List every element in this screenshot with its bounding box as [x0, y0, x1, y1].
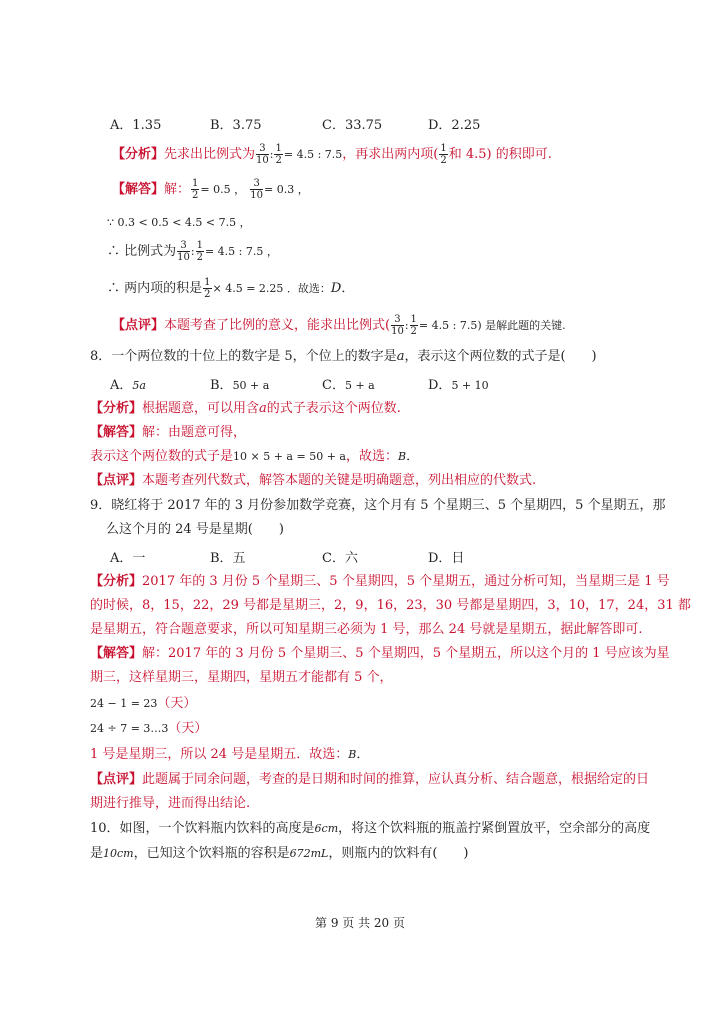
fraction: [274, 143, 282, 166]
analysis-text: ，再求出两内项(: [342, 147, 439, 162]
fraction: [256, 143, 269, 166]
solution-tag: 【解答】: [90, 425, 143, 440]
q7-therefore-line-2: [107, 277, 354, 300]
option-letter: C．: [322, 378, 345, 393]
text: ，则瓶内的饮料有( ): [328, 846, 469, 861]
q9-option-d: D．日: [428, 551, 465, 566]
equation: 24 − 1 = 23: [90, 697, 158, 710]
analysis-tag: 【分析】: [90, 574, 143, 589]
measure: 10cm: [103, 847, 134, 860]
measure: 672mL: [289, 847, 329, 860]
variable: a: [396, 349, 405, 364]
solution-text: 解：2017 年的 3 月份 5 个星期三、5 个星期四，5 个星期五，所以这个月的 1 号应该为星: [142, 646, 670, 661]
text: ，故选：: [345, 449, 398, 464]
text: 是: [90, 846, 104, 861]
equation: = 4.5 : 7.5 ，: [204, 245, 278, 258]
option-value: 5 + 10: [451, 379, 489, 392]
text: 表示这个两位数的式子是: [90, 449, 234, 464]
q7-option-d: D．2.25: [428, 118, 481, 133]
frac-num: 1: [440, 143, 447, 154]
option-letter: D．: [428, 378, 452, 393]
equation: = 0.3 ，: [264, 183, 309, 196]
frac-den: 10: [177, 252, 190, 263]
equation: 10 × 5 + a = 50 + a: [233, 450, 346, 463]
q7-option-a: A．1.35: [110, 118, 162, 133]
solution-tag: 【解答】: [90, 646, 143, 661]
q9-calc-1: [90, 695, 196, 713]
q10-stem-line-2: [90, 845, 469, 863]
frac-num: 3: [391, 314, 404, 326]
option-value: 5a: [132, 379, 146, 392]
comment-text: = 4.5 : 7.5) 是解此题的关键.: [418, 319, 566, 332]
comment-tag: 【点评】: [90, 473, 143, 488]
solution-text: 解：由题意可得，: [142, 425, 247, 440]
text: ，表示这个两位数的式子是( ): [404, 349, 597, 364]
fraction: [250, 178, 263, 201]
frac-num: 3: [256, 143, 269, 155]
comment-text: 此题属于同余问题，考查的是日期和时间的推算，应认真分析、结合题意，根据给定的日: [142, 772, 650, 787]
frac-num: 1: [204, 277, 211, 288]
q8-stem: [90, 348, 597, 366]
q7-option-c: C．33.75: [322, 118, 383, 133]
answer-letter: B: [348, 748, 357, 761]
frac-num: 3: [177, 240, 190, 252]
q7-therefore-line-1: ∴ 比例式为 $\frac{3}{10}$ : $\frac{1}{2}$ = 4.5 : 7.5 ，: [107, 240, 278, 263]
option-value: 5 + a: [344, 379, 375, 392]
q9-option-a: A．一: [110, 551, 146, 566]
fraction: [410, 314, 418, 337]
frac-den: 2: [204, 289, 211, 300]
q9-analysis-line-2: 的时候，8，15，22，29 号都是星期三，2，9，16，23，30 号都是星期四，3，10，17，24，31 都: [90, 598, 691, 613]
text: ，将这个饮料瓶的瓶盖拧紧倒置放平，空余部分的高度: [338, 821, 651, 836]
text: 8．一个两位数的十位上的数字是 5，个位上的数字是: [90, 349, 397, 364]
option-letter: A．: [110, 378, 133, 393]
frac-den: 10: [256, 155, 269, 166]
frac-den: 2: [410, 326, 417, 337]
q7-solution: [112, 178, 309, 201]
q9-comment-line-1: [90, 771, 649, 789]
q9-comment-line-2: 期进行推导，进而得出结论.: [90, 796, 251, 811]
unit: （天）: [168, 721, 208, 736]
fraction: [191, 178, 199, 201]
analysis-text: 的式子表示这个两位数.: [266, 401, 401, 416]
q9-solution-line-2: 期三，这样星期三，星期四，星期五才能都有 5 个，: [90, 670, 393, 685]
equation: × 4.5 = 2.25 ．故选：: [212, 282, 331, 295]
q9-option-b: B．五: [210, 551, 246, 566]
q8-option-c: [322, 374, 375, 393]
answer-letter: D: [330, 281, 342, 296]
fraction: [177, 240, 190, 263]
frac-den: 10: [391, 326, 404, 337]
q9-solution-end: [90, 746, 369, 764]
ratio-eq: = 4.5 : 7.5: [283, 148, 343, 161]
punct: ．: [356, 747, 370, 762]
analysis-text: 和 4.5) 的积即可.: [448, 147, 552, 162]
q7-analysis: 【分析】先求出比例式为 $\frac{3}{10}$ : $\frac{1}{2}$ = 4.5 : 7.5，再求出两内项( $\frac{1}{2}$ 和 4.5) 的积即可.: [112, 143, 552, 166]
frac-den: 2: [440, 155, 447, 166]
q8-analysis: [90, 400, 401, 418]
q8-option-b: [210, 374, 269, 393]
fraction: [203, 277, 211, 300]
option-value: 50 + a: [232, 379, 270, 392]
q9-calc-2: [90, 720, 207, 738]
solution-tag: 【解答】: [112, 182, 165, 197]
comment-tag: 【点评】: [90, 772, 143, 787]
frac-num: 1: [192, 178, 199, 189]
analysis-text: 2017 年的 3 月份 5 个星期三、5 个星期四，5 个星期五，通过分析可知，当星期三是 1 号: [142, 574, 670, 589]
text: ∴ 两内项的积是: [107, 281, 203, 296]
analysis-tag: 【分析】: [90, 401, 143, 416]
frac-den: 10: [250, 190, 263, 201]
text: ，已知这个饮料瓶的容积是: [133, 846, 290, 861]
text: ∴ 比例式为: [107, 244, 177, 259]
q8-solution: [90, 424, 246, 442]
text: 1 号是星期三，所以 24 号是星期五．故选：: [90, 747, 349, 762]
q9-solution-line-1: [90, 645, 670, 663]
fraction: [196, 240, 204, 263]
q7-because-line: ∵ 0.3 < 0.5 < 4.5 < 7.5 ，: [107, 216, 251, 229]
q8-comment: [90, 472, 536, 490]
variable: a: [259, 401, 267, 416]
q9-analysis-line-3: 是星期五，符合题意要求，所以可知星期三必须为 1 号，那么 24 号就是星期五，据此解答即可.: [90, 622, 643, 637]
frac-num: 1: [196, 240, 203, 251]
punct: ．: [406, 449, 420, 464]
frac-den: 2: [196, 252, 203, 263]
q7-option-b: B．3.75: [210, 118, 262, 133]
comment-text: 本题考查了比例的意义，能求出比例式(: [164, 318, 391, 333]
comment-tag: 【点评】: [112, 318, 165, 333]
option-letter: B．: [210, 378, 233, 393]
measure: 6cm: [314, 822, 339, 835]
q9-option-c: C．六: [322, 551, 358, 566]
answer-letter: B: [397, 450, 407, 463]
frac-num: 1: [275, 143, 282, 154]
fraction: [439, 143, 447, 166]
analysis-text: 先求出比例式为: [164, 147, 256, 162]
q8-option-d: [428, 374, 489, 393]
q7-comment: 【点评】本题考查了比例的意义，能求出比例式( $\frac{3}{10}$ : $\frac{1}{2}$ = 4.5 : 7.5) 是解此题的关键.: [112, 314, 566, 337]
solution-text: 解：: [164, 182, 191, 197]
q9-stem-line-2: 么这个月的 24 号是星期( ): [106, 522, 284, 537]
q8-solution-line: [90, 448, 419, 466]
unit: （天）: [157, 696, 197, 711]
page-footer: 第 9 页 共 20 页: [315, 916, 405, 930]
text: 10．如图，一个饮料瓶内饮料的高度是: [90, 821, 315, 836]
equation: 24 ÷ 7 = 3…3: [90, 722, 169, 735]
frac-num: 3: [250, 178, 263, 190]
q10-stem-line-1: [90, 820, 650, 838]
frac-den: 2: [275, 155, 282, 166]
comment-text: 本题考查列代数式，解答本题的关键是明确题意，列出相应的代数式.: [142, 473, 537, 488]
q8-option-a: [110, 374, 146, 393]
analysis-text: 根据题意，可以用含: [142, 401, 260, 416]
analysis-tag: 【分析】: [112, 147, 165, 162]
frac-num: 1: [410, 314, 417, 325]
fraction: [391, 314, 404, 337]
punct: ．: [341, 281, 355, 296]
frac-den: 2: [192, 190, 199, 201]
equation: = 0.5 ，: [200, 183, 246, 196]
q9-stem-line-1: 9．晓红将于 2017 年的 3 月份参加数学竞赛，这个月有 5 个星期三、5 个星期四，5 个星期五，那: [90, 498, 666, 513]
q9-analysis-line-1: [90, 573, 670, 591]
